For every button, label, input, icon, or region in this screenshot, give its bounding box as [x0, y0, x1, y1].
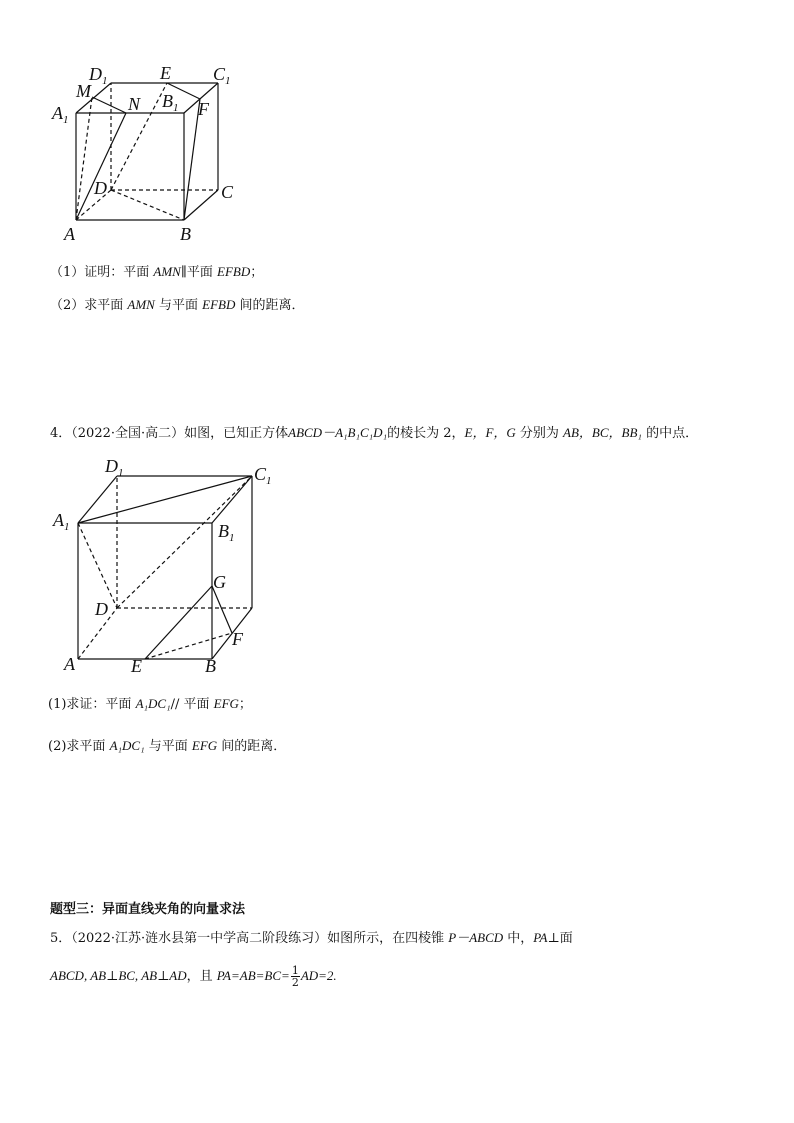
q5-line1 [50, 930, 573, 947]
edge-b1-c1 [212, 476, 252, 523]
edge-a-n [76, 113, 126, 220]
label-a1: $A_1$ [53, 510, 70, 533]
label-d: D [95, 599, 108, 619]
label-d1: $D_1$ [89, 64, 108, 87]
label-a: A [64, 224, 75, 244]
q3-part2-plane1: AMN [127, 297, 155, 312]
q4-stem-edges: AB，BC，BB₁ [563, 425, 642, 440]
q4-part2-suffix: 间的距离． [217, 739, 287, 754]
label-c: C [221, 182, 234, 202]
q5-line2-mid: ，且 [186, 969, 217, 984]
label-m: M [76, 81, 91, 101]
q4-stem-prefix: 4．（2022·全国·高二）如图，已知正方体 [50, 426, 289, 441]
label-n: N [128, 94, 141, 114]
section-heading: 题型三：异面直线夹角的向量求法 [50, 902, 246, 917]
q5-line1-prefix: 5．（2022·江苏·涟水县第一中学高二阶段练习）如图所示，在四棱锥 [50, 931, 449, 946]
q3-part1-plane2: EFBD [217, 264, 251, 279]
q5-line2-eq2: AD=2. [300, 968, 337, 983]
edge-b-c [184, 190, 218, 220]
label-b1: $B_1$ [162, 91, 179, 114]
label-b: B [180, 224, 191, 244]
label-a: A [64, 654, 75, 674]
q5-line1-pyramid: P－ABCD [448, 930, 504, 945]
edge-d-b [111, 190, 184, 220]
q3-part2-suffix: 间的距离． [235, 298, 305, 313]
figure-2-cube [0, 450, 794, 690]
q4-part1-plane1: A₁DC₁ [135, 696, 171, 711]
q3-part1-prefix: （1）证明：平面 [50, 265, 154, 280]
label-c1: $C_1$ [254, 464, 272, 487]
figure-1-cube [0, 0, 794, 260]
q4-stem [50, 425, 698, 442]
label-c1: $C_1$ [213, 64, 231, 87]
q4-stem-text1: 的棱长为 2， [387, 426, 465, 441]
q4-part2-plane1: A₁DC₁ [109, 738, 145, 753]
q5-line2 [50, 962, 337, 991]
q4-part2-prefix: (2)求平面 [48, 739, 110, 754]
q3-part1-mid: ∥平面 [180, 265, 217, 280]
label-a1: $A_1$ [52, 103, 69, 126]
q4-part1-plane2: EFG [213, 696, 239, 711]
q3-part2-prefix: （2）求平面 [50, 298, 128, 313]
fraction-one-half [291, 965, 300, 988]
q4-stem-text2: 分别为 [515, 426, 564, 441]
q4-part1 [48, 696, 252, 713]
q4-part1-suffix: ； [238, 697, 252, 712]
fraction-numerator: 1 [291, 964, 299, 977]
q3-part1 [50, 264, 263, 281]
q4-part2-mid: 与平面 [144, 739, 192, 754]
edge-a1-d [78, 523, 117, 608]
edge-g-f [212, 586, 232, 633]
label-e: E [131, 656, 142, 676]
label-f: F [198, 99, 209, 119]
q5-line1-mid: 中， [503, 931, 534, 946]
label-f: F [232, 629, 243, 649]
q5-line1-suffix: 面 [559, 931, 573, 946]
label-d1: $D_1$ [105, 456, 124, 479]
q4-stem-cube: ABCD－A₁B₁C₁D₁ [288, 425, 388, 440]
q3-part2-mid: 与平面 [154, 298, 203, 313]
label-b1: $B_1$ [218, 521, 235, 544]
q4-part1-mid: // 平面 [170, 697, 214, 712]
q5-line2-eq1: PA=AB=BC= [216, 968, 290, 983]
edge-m-n [92, 97, 126, 113]
label-b: B [205, 656, 216, 676]
edge-a1-c1 [78, 476, 252, 523]
q3-part2-plane2: EFBD [202, 297, 236, 312]
q3-part1-suffix: ； [250, 265, 264, 280]
q4-part2 [48, 738, 286, 755]
label-g: G [213, 572, 226, 592]
label-d: D [94, 178, 107, 198]
edge-e-f [145, 633, 232, 659]
q5-line2-cond: ABCD, AB⊥BC, AB⊥AD [50, 968, 187, 983]
edge-a1-d1 [78, 476, 117, 523]
q4-stem-suffix: 的中点． [641, 426, 699, 441]
q4-stem-points: E，F，G [464, 425, 516, 440]
q5-line1-cond: PA⊥ [533, 930, 560, 945]
label-e: E [160, 63, 171, 83]
q4-part1-prefix: (1)求证：平面 [48, 697, 136, 712]
q3-part1-plane1: AMN [153, 264, 181, 279]
edge-e-g [145, 586, 212, 659]
q4-part2-plane2: EFG [191, 738, 218, 753]
fraction-denominator: 2 [291, 976, 299, 989]
q3-part2 [50, 297, 304, 314]
